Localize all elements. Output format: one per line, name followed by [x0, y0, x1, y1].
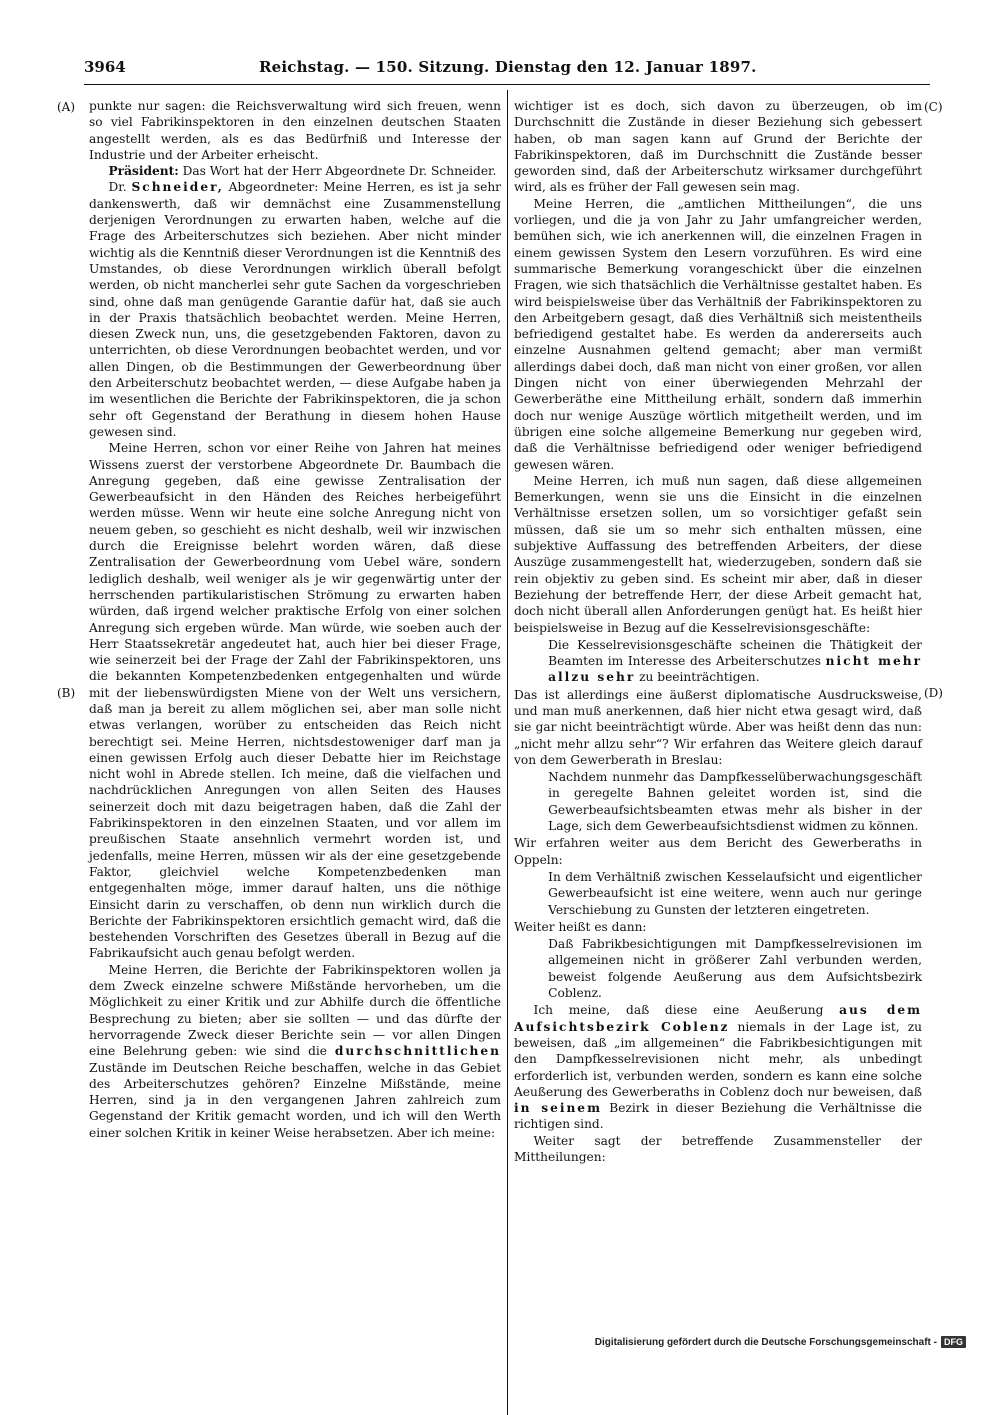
margin-marker-a: (A)	[57, 100, 76, 114]
paragraph: Meine Herren, schon vor einer Reihe von Jahren hat meines Wissens zuerst der verstorbene Abgeordnete Dr. Baumbach die Anregung gegeben, daß eine gewisse Zentralisation der Gewerbeaufsicht in den Händen des Reiches herbeigeführt werden müsse. Wenn wir heute eine solche Anregung nicht von neuem geben, so geschieht es nicht deshalb, weil wir inzwischen durch die Ereignisse belehrt worden wären, daß diese Zentralisation der Gewerbeordnung vom Uebel wäre, sondern lediglich deshalb, weil weniger als je wir gegenwärtig unter der herrschenden partikularistischen Strömung zu erwarten haben würden, daß irgend welcher praktische Erfolg von einer solchen Anregung sich ergeben würde. Man würde, wie soeben auch der Herr Staatssekretär angedeutet hat, auch hier bei dieser Frage, wie seinerzeit bei der Frage der Zahl der Fabrikinspektoren, uns die bekannten Kompetenzbedenken entgegenhalten und würde mit der liebenswürdigsten Miene von der Welt uns versichern, daß man ja bereit zu allem möglichen sei, aber man solle nicht etwas verlangen, worüber zu entscheiden das Reich nicht berechtigt sei. Meine Herren, nichtsdestoweniger darf man ja einen gewissen Erfolg auch dieser Debatte hier im Reichstage nicht wohl in Abrede stellen. Ich meine, daß die vielfachen und nachdrücklichen Anregungen von allen Seiten des Hauses seinerzeit doch mit dazu beigetragen haben, daß die Zahl der Fabrikinspektoren in den einzelnen Staaten, und vor allem im preußischen Staate ansehnlich vermehrt worden ist, und jedenfalls, meine Herren, müssen wir als der eine gesetzgebende Faktor, gleichviel welche Kompetenzbedenken man entgegenhalten möge, immer darauf halten, uns die nöthige Einsicht darin zu verschaffen, ob denn nun wirklich durch die Berichte der Fabrikinspektoren ersichtlich gemacht wird, daß die bestehenden Vorschriften des Gesetzes überall in Bezug auf die Fabrikaufsicht auch genau befolgt werden.	[89, 441, 501, 961]
margin-marker-b: (B)	[57, 686, 76, 700]
quotation: Nachdem nunmehr das Dampfkesselüberwachungsgeschäft in geregelte Bahnen geleitet worden ist, sind die Gewerbeaufsichtsbeamten etwas mehr als bisher in der Lage, sich dem Gewerbeaufsichtsdienst widmen zu können.	[548, 770, 922, 834]
paragraph: Dr. Schneider, Abgeordneter: Meine Herren, es ist ja sehr dankenswerth, daß wir demnächst eine Zusammenstellung derjenigen Verordnungen zu erwarten haben, welche auf die Frage des Arbeiterschutzes sich beziehen. Aber nicht minder wichtig als die Kenntniß dieser Verordnungen ist die Kenntniß des Umstandes, ob diese Verordnungen wirklich überall befolgt werden, ob nicht mancherlei sehr gute Sachen da vorgeschrieben sind, ohne daß man genügende Garantie dafür hat, daß sie auch in der Praxis thatsächlich beobachtet werden. Meine Herren, diesen Zweck nun, uns, die gesetzgebenden Faktoren, davon zu unterrichten, ob diese Verordnungen beobachtet werden, und vor allen Dingen, ob die Bestimmungen der Gewerbeordnung über den Arbeiterschutz beobachtet werden, — diese Aufgabe haben ja im wesentlichen die Berichte der Fabrikinspektoren, die ja schon sehr oft Gegenstand der Berathung in diesem hohen Hause gewesen sind.	[89, 180, 501, 439]
margin-marker-c: (C)	[924, 100, 943, 114]
emphasis: aus dem Aufsichtsbezirk Coblenz	[514, 1003, 922, 1034]
quotation: Daß Fabrikbesichtigungen mit Dampfkesselrevisionen im allgemeinen nicht in größerer Zahl verbunden werden, beweist folgende Aeußerung aus dem Aufsichtsbezirk Coblenz.	[548, 937, 922, 1001]
quotation: Die Kesselrevisionsgeschäfte scheinen die Thätigkeit der Beamten im Interesse des Arbeiterschutzes nicht mehr allzu sehr zu beeinträchtigen.	[548, 637, 923, 685]
speaker-name: Präsident:	[108, 164, 179, 179]
header-rule	[84, 84, 930, 85]
paragraph: Meine Herren, ich muß nun sagen, daß diese allgemeinen Bemerkungen, wenn sie uns die Einsicht in die einzelnen Verhältnisse ersetzen sollen, um so vorsichtiger gefaßt sein müssen, daß sie um so mehr sich enthalten müssen, eine subjektive Auffassung des betreffenden Arbeiters, der diese Auszüge zusammengestellt hat, wiederzugeben, sondern daß sie rein objektiv zu geben sind. Es scheint mir aber, daß in dieser Beziehung der betreffende Herr, der diese Arbeit gemacht hat, doch nicht überall allen Anforderungen genügt hat. Es heißt hier beispielsweise in Bezug auf die Kesselrevisionsgeschäfte:	[514, 473, 922, 635]
running-title: Reichstag. — 150. Sitzung. Dienstag den 12. Januar 1897.	[259, 58, 757, 76]
page-number: 3964	[84, 58, 126, 76]
paragraph: Meine Herren, die „amtlichen Mittheilungen“, die uns vorliegen, und die ja von Jahr zu Jahr umfangreicher werden, bemühen sich, wie ich anerkennen will, die einzelnen Fragen in einem gewissen System den Lesern vorzuführen. Es wird eine summarische Bemerkung vorangeschickt über die einzelnen Fragen, wie sich thatsächlich die Verhältnisse gestaltet haben. Es wird beispielsweise über das Verhältniß der Fabrikinspektoren zu den Arbeitgebern gesagt, daß dies Verhältniß sich meistentheils befriedigend gestaltet habe. Es werden da andererseits auch einzelne Ausnahmen geltend gemacht; aber man vermißt allerdings dabei doch, daß man nicht von einer großen, vor allen Dingen nicht von einer überwiegenden Mehrzahl der Gewerberäthe eine Mittheilung erhält, sondern daß immerhin doch nur wenige Auszüge wörtlich mitgetheilt werden, und im übrigen eine solche allgemeine Bemerkung nur gegeben wird, daß die Verhältnisse befriedigend oder weniger befriedigend gewesen wären.	[514, 196, 922, 472]
speaker-name: Schneider,	[131, 180, 224, 195]
paragraph: wichtiger ist es doch, sich davon zu überzeugen, ob im Durchschnitt die Zustände in dieser Beziehung sich gebessert haben, ob man sagen kann auf Grund der Berichte der Fabrikinspektoren, daß im Durchschnitt die Zustände besser geworden sind, daß der Arbeiterschutz wirksamer durchgeführt wird, als es früher der Fall gewesen sein mag.	[514, 99, 922, 195]
emphasis: in seinem	[514, 1101, 602, 1116]
dfg-logo: DFG	[941, 1336, 966, 1348]
quotation: In dem Verhältniß zwischen Kesselaufsicht und eigentlicher Gewerbeaufsicht ist eine weitere, wenn auch nur geringe Verschiebung zu Gunsten der letzteren eingetreten.	[548, 869, 922, 917]
paragraph: Weiter heißt es dann:	[514, 919, 647, 934]
paragraph: Präsident: Das Wort hat der Herr Abgeordnete Dr. Schneider.	[108, 164, 497, 179]
paragraph: Meine Herren, die Berichte der Fabrikinspektoren wollen ja dem Zweck einzelne schwere Mißstände hervorheben, um die Möglichkeit zu einer Kritik und zur Abhilfe durch die öffentliche Besprechung zu bieten; aber sie sollten — und das dürfte der hervorragende Zweck dieser Berichte sein — vor allen Dingen eine Belehrung geben: wie sind die durchschnittlichen Zustände im Deutschen Reiche beschaffen, welche in das Gebiet des Arbeiterschutzes gehören? Einzelne Mißstände, meine Herren, sind ja in den vergangenen Jahren zahlreich zum Gegenstand der Kritik gemacht worden, und ich will den Werth einer solchen Kritik in keiner Weise herabsetzen. Aber ich meine:	[89, 962, 501, 1140]
column-divider	[507, 90, 508, 1415]
paragraph: Wir erfahren weiter aus dem Bericht des Gewerberaths in Oppeln:	[514, 836, 922, 867]
page-header	[84, 58, 930, 80]
emphasis: nicht mehr allzu sehr	[548, 654, 923, 685]
footer-text: Digitalisierung gefördert durch die Deutsche Forschungsgemeinschaft -	[594, 1337, 937, 1348]
margin-marker-d: (D)	[924, 686, 943, 700]
footer-credit	[595, 1336, 966, 1352]
right-column	[514, 98, 922, 1165]
paragraph: Weiter sagt der betreffende Zusammensteller der Mittheilungen:	[514, 1133, 922, 1164]
left-column	[89, 98, 501, 1141]
paragraph: punkte nur sagen: die Reichsverwaltung wird sich freuen, wenn so viel Fabrikinspektoren in den einzelnen deutschen Staaten angestellt werden, als es das Bedürfniß und Interesse der Industrie und der Arbeiter erheischt.	[89, 99, 501, 162]
paragraph: Ich meine, daß diese eine Aeußerung aus dem Aufsichtsbezirk Coblenz niemals in der Lage ist, zu beweisen, daß „im allgemeinen“ die Fabrikbesichtigungen mit den Dampfkesselrevisionen nicht mehr, als unbedingt erforderlich ist, verbunden werden, sondern es kann eine solche Aeußerung des Gewerberaths in Coblenz doch nur beweisen, daß in seinem Bezirk in dieser Beziehung die Verhältnisse die richtigen sind.	[514, 1003, 922, 1132]
emphasis: durchschnittlichen	[334, 1044, 501, 1059]
paragraph: Das ist allerdings eine äußerst diplomatische Ausdrucksweise, und man muß anerkennen, daß hier nicht etwa gesagt wird, daß sie gar nicht beeinträchtigt würde. Aber was heißt denn das nun: „nicht mehr allzu sehr“? Wir erfahren das Weitere gleich darauf von dem Gewerberath in Breslau:	[514, 687, 922, 767]
